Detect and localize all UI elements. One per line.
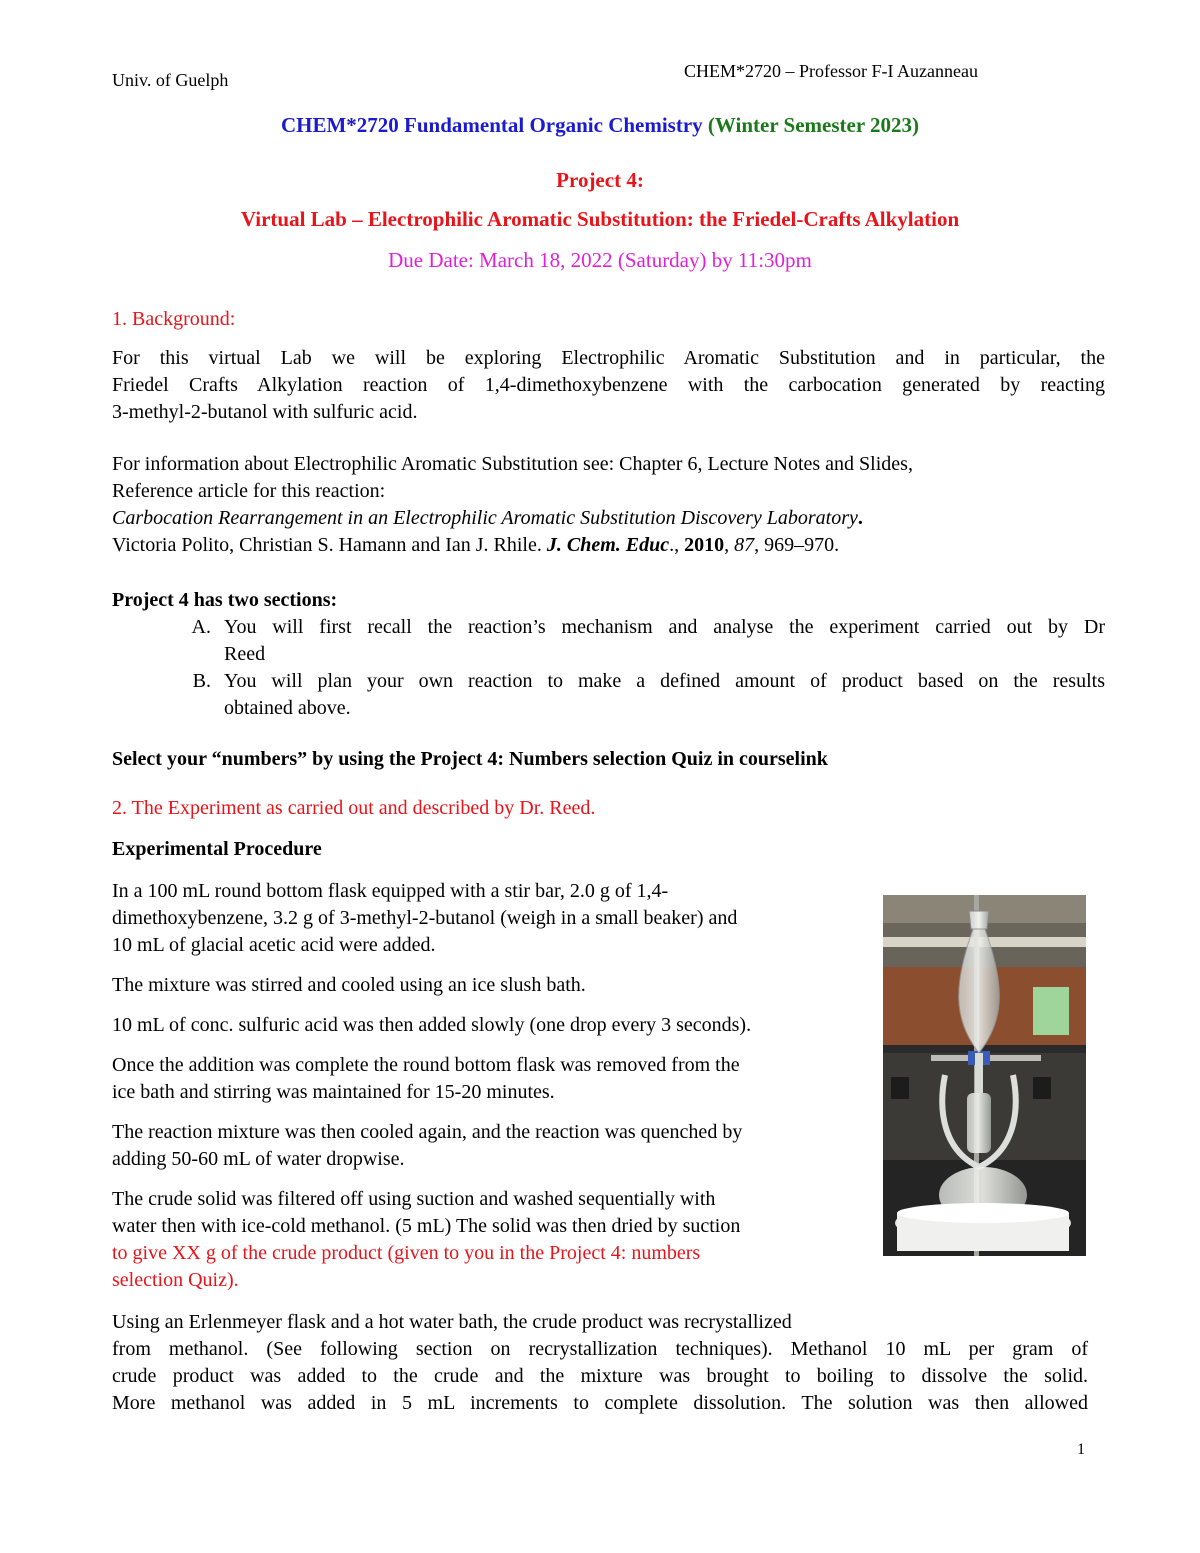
reference-year: 2010: [684, 534, 725, 556]
course-title: [0, 113, 1200, 138]
text-line: For information about Electrophilic Aromatic Substitution see: Chapter 6, Lecture Notes and Slides,: [112, 453, 913, 475]
header-course-professor: CHEM*2720 – Professor F-I Auzanneau: [684, 61, 978, 81]
due-date: Due Date: March 18, 2022 (Saturday) by 11:30pm: [388, 248, 812, 272]
procedure-step: [112, 1119, 872, 1173]
text-line: You will first recall the reaction’s mechanism and analyse the experiment carried out by Dr: [224, 616, 1105, 638]
course-name: CHEM*2720 Fundamental Organic Chemistry: [280, 113, 703, 137]
text-line: obtained above.: [224, 697, 351, 719]
recrystallization-paragraph: [112, 1309, 1088, 1417]
background-paragraph: [112, 345, 1105, 426]
lab-apparatus-photo: [883, 895, 1086, 1256]
text-line: adding 50-60 mL of water dropwise.: [112, 1148, 405, 1170]
project-label: Project 4:: [556, 168, 644, 192]
header-institution: Univ. of Guelph: [112, 70, 229, 90]
reference-title-end: .: [857, 507, 863, 529]
reference-title-line: [112, 505, 1105, 532]
reference-volume: 87: [734, 534, 755, 556]
text-line: dimethoxybenzene, 3.2 g of 3-methyl-2-butanol (weigh in a small beaker) and: [112, 907, 738, 929]
reference-separator: ,: [724, 534, 735, 556]
procedure-text: [112, 878, 872, 1307]
reference-paragraph: [112, 451, 1105, 559]
list-item-label: A.: [191, 616, 211, 638]
page-number: 1: [1077, 1441, 1085, 1458]
list-item: [112, 668, 1105, 722]
reference-pages: , 969–970.: [754, 534, 840, 556]
text-line: The crude solid was filtered off using suction and washed sequentially with: [112, 1188, 716, 1210]
procedure-step: [112, 1186, 872, 1294]
project-subtitle: Virtual Lab – Electrophilic Aromatic Substitution: the Friedel-Crafts Alkylation: [240, 207, 960, 231]
semester: (Winter Semester 2023): [707, 113, 920, 137]
text-line: ice bath and stirring was maintained for 15-20 minutes.: [112, 1081, 555, 1103]
reference-title: Carbocation Rearrangement in an Electrophilic Aromatic Substitution Discovery Laboratory: [112, 507, 858, 529]
text-line: Friedel Crafts Alkylation reaction of 1,4-dimethoxybenzene with the carbocation generated by reacting: [112, 374, 1105, 396]
highlighted-text: selection Quiz).: [112, 1269, 239, 1291]
text-line: Using an Erlenmeyer flask and a hot water bath, the crude product was recrystallized: [112, 1311, 792, 1333]
text-line: water then with ice-cold methanol. (5 mL) The solid was then dried by suction: [112, 1215, 741, 1237]
reference-separator: .,: [669, 534, 685, 556]
reference-journal: J. Chem. Educ: [546, 534, 670, 556]
background-heading: 1. Background:: [112, 308, 236, 330]
highlighted-text: to give XX g of the crude product (given to you in the Project 4: numbers: [112, 1242, 701, 1264]
text-line: For this virtual Lab we will be exploring Electrophilic Aromatic Substitution and in particular, the: [112, 347, 1105, 369]
text-line: Reed: [224, 643, 266, 665]
text-line: from methanol. (See following section on recrystallization techniques). Methanol 10 mL per gram of: [112, 1338, 1088, 1360]
sections-list: [112, 614, 1105, 722]
sections-heading: Project 4 has two sections:: [112, 589, 338, 611]
text-line: 3-methyl-2-butanol with sulfuric acid.: [112, 401, 418, 423]
list-item: [112, 614, 1105, 668]
experiment-heading: 2. The Experiment as carried out and described by Dr. Reed.: [112, 797, 596, 819]
procedure-heading: Experimental Procedure: [112, 838, 322, 860]
text-line: crude product was added to the crude and the mixture was brought to boiling to dissolve the solid.: [112, 1365, 1088, 1387]
text-line: Once the addition was complete the round bottom flask was removed from the: [112, 1054, 740, 1076]
list-item-label: B.: [192, 670, 211, 692]
reference-authors: Victoria Polito, Christian S. Hamann and Ian J. Rhile.: [112, 534, 547, 556]
text-line: Reference article for this reaction:: [112, 480, 386, 502]
procedure-step: The mixture was stirred and cooled using an ice slush bath.: [112, 974, 586, 996]
text-line: In a 100 mL round bottom flask equipped with a stir bar, 2.0 g of 1,4-: [112, 880, 669, 902]
text-line: More methanol was added in 5 mL increments to complete dissolution. The solution was then allowed: [112, 1392, 1088, 1414]
text-line: The reaction mixture was then cooled again, and the reaction was quenched by: [112, 1121, 743, 1143]
numbers-selection-instruction: Select your “numbers” by using the Project 4: Numbers selection Quiz in courselink: [112, 748, 828, 770]
reference-citation: [112, 532, 1105, 559]
text-line: 10 mL of glacial acetic acid were added.: [112, 934, 436, 956]
text-line: You will plan your own reaction to make a defined amount of product based on the results: [224, 670, 1105, 692]
procedure-step: [112, 878, 872, 959]
procedure-step: 10 mL of conc. sulfuric acid was then added slowly (one drop every 3 seconds).: [112, 1014, 752, 1036]
procedure-step: [112, 1052, 872, 1106]
